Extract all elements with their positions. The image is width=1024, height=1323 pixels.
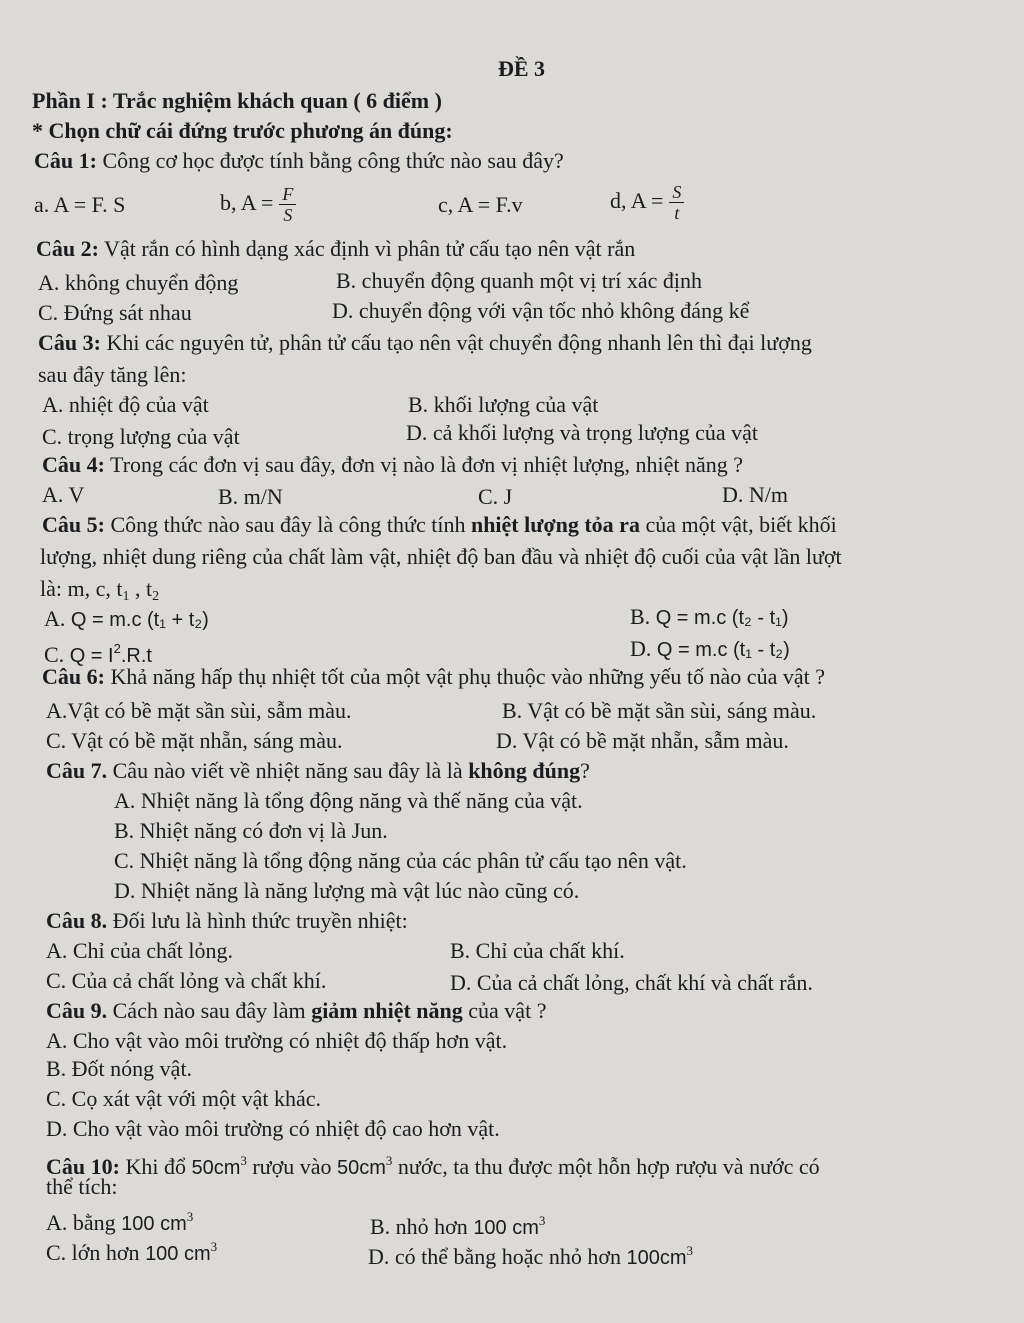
- q3-option-b: B. khối lượng của vật: [408, 392, 599, 417]
- subscript: 2: [152, 589, 160, 604]
- fraction: [279, 184, 296, 225]
- superscript: 3: [385, 1153, 393, 1168]
- question-label: Câu 2:: [36, 236, 99, 261]
- question-label: Câu 1:: [34, 148, 97, 173]
- q5-option-b: [630, 604, 789, 631]
- volume-value: 50cm: [337, 1157, 386, 1179]
- question-2: [36, 236, 635, 262]
- q3-option-c: C. trọng lượng của vật: [42, 424, 240, 449]
- q7-option-a: A. Nhiệt năng là tổng động năng và thế năng của vật.: [114, 788, 583, 813]
- question-text: là: m, c, t: [40, 576, 123, 601]
- exam-header: ĐỀ 3: [498, 56, 546, 81]
- q10-option-c: [46, 1234, 217, 1267]
- option-text: b, A =: [220, 190, 274, 215]
- option-letter: C.: [44, 642, 70, 667]
- question-text: Đối lưu là hình thức truyền nhiệt:: [107, 908, 408, 933]
- option-text: D. có thể bằng hoặc nhỏ hơn: [368, 1244, 627, 1269]
- q3-option-d: D. cả khối lượng và trọng lượng của vật: [406, 420, 758, 445]
- question-text: Cách nào sau đây làm: [107, 998, 312, 1023]
- question-text: Khi đổ: [119, 1154, 192, 1179]
- question-7: [46, 758, 590, 784]
- q7-option-c: C. Nhiệt năng là tổng động năng của các phân tử cấu tạo nên vật.: [114, 848, 687, 873]
- question-10-cont: thể tích:: [46, 1174, 118, 1199]
- q10-option-d: [368, 1238, 693, 1271]
- instruction: * Chọn chữ cái đứng trước phương án đúng:: [32, 118, 453, 143]
- q2-option-b: B. chuyển động quanh một vị trí xác định: [336, 268, 702, 293]
- q1-option-d: [610, 178, 684, 224]
- superscript: 2: [113, 641, 121, 656]
- denominator: S: [283, 205, 293, 226]
- option-text: d, A =: [610, 188, 664, 213]
- q4-option-a: A. V: [42, 482, 85, 507]
- q1-option-a: a. A = F. S: [34, 192, 126, 217]
- q6-option-a: A.Vật có bề mặt sần sùi, sẫm màu.: [46, 698, 352, 723]
- q9-option-c: C. Cọ xát vật với một vật khác.: [46, 1086, 321, 1111]
- option-text: C. lớn hơn: [46, 1240, 146, 1265]
- q2-option-d: D. chuyển động với vận tốc nhỏ không đáng kể: [332, 298, 750, 323]
- q1-option-b: [220, 180, 296, 226]
- formula: Q = m.c (t₁ - t₂): [656, 639, 790, 661]
- option-letter: B.: [630, 604, 656, 629]
- question-label: Câu 10:: [46, 1154, 120, 1179]
- question-9: [46, 998, 546, 1024]
- question-text: của vật ?: [462, 998, 547, 1023]
- question-text: Trong các đơn vị sau đây, đơn vị nào là đơn vị nhiệt lượng, nhiệt năng ?: [104, 452, 744, 477]
- q6-option-d: D. Vật có bề mặt nhẵn, sẫm màu.: [496, 728, 789, 753]
- q6-option-c: C. Vật có bề mặt nhẵn, sáng màu.: [46, 728, 343, 753]
- question-text: Công cơ học được tính bằng công thức nào sau đây?: [96, 148, 564, 173]
- q8-option-a: A. Chỉ của chất lỏng.: [46, 938, 233, 963]
- question-6: [42, 664, 825, 690]
- question-5-cont: lượng, nhiệt dung riêng của chất làm vật, nhiệt độ ban đầu và nhiệt độ cuối của vật lần lượt: [40, 544, 842, 569]
- question-text: Công thức nào sau đây là công thức tính: [104, 512, 471, 537]
- formula-part: .R.t: [120, 645, 152, 667]
- question-8: [46, 908, 408, 934]
- question-label: Câu 7.: [46, 758, 108, 783]
- q4-option-c: C. J: [478, 484, 513, 509]
- question-label: Câu 4:: [42, 452, 105, 477]
- superscript: 3: [186, 1209, 194, 1224]
- q6-option-b: B. Vật có bề mặt sần sùi, sáng màu.: [502, 698, 817, 723]
- question-text: ?: [580, 758, 590, 783]
- q3-option-a: A. nhiệt độ của vật: [42, 392, 209, 417]
- volume-value: 50cm: [191, 1157, 241, 1179]
- question-text: Vật rắn có hình dạng xác định vì phân tử cấu tạo nên vật rắn: [98, 236, 636, 261]
- q10-option-a: [46, 1204, 193, 1237]
- option-text: B. nhỏ hơn: [370, 1214, 474, 1239]
- question-text: , t: [129, 576, 153, 601]
- numerator: S: [669, 182, 684, 203]
- q2-option-a: A. không chuyển động: [38, 270, 239, 295]
- q8-option-b: B. Chỉ của chất khí.: [450, 938, 625, 963]
- question-3-cont: sau đây tăng lên:: [38, 362, 187, 387]
- question-text: Khả năng hấp thụ nhiệt tốt của một vật phụ thuộc vào những yếu tố nào của vật ?: [104, 664, 825, 689]
- question-5-cont-2: [40, 576, 159, 610]
- q4-option-b: B. m/N: [218, 484, 283, 509]
- option-text: A. bằng: [46, 1210, 122, 1235]
- q4-option-d: D. N/m: [722, 482, 788, 507]
- q5-option-d: [630, 636, 790, 663]
- question-text: Câu nào viết về nhiệt năng sau đây là là: [107, 758, 469, 783]
- part-title: Phần I : Trắc nghiệm khách quan ( 6 điểm ): [32, 88, 442, 113]
- question-3: [38, 330, 812, 356]
- volume-value: 100cm: [626, 1247, 687, 1269]
- question-text: Khi các nguyên tử, phân tử cấu tạo nên vật chuyển động nhanh lên thì đại lượng: [100, 330, 812, 355]
- question-text-bold: giảm nhiệt năng: [311, 998, 463, 1023]
- q1-option-c: c, A = F.v: [438, 192, 523, 217]
- volume-value: 100 cm: [473, 1217, 539, 1239]
- question-text-bold: không đúng: [468, 758, 581, 783]
- formula: Q = m.c (t₂ - t₁): [655, 607, 789, 629]
- question-label: Câu 3:: [38, 330, 101, 355]
- question-5: [42, 512, 837, 538]
- volume-value: 100 cm: [121, 1213, 187, 1235]
- q9-option-d: D. Cho vật vào môi trường có nhiệt độ cao hơn vật.: [46, 1116, 500, 1141]
- question-1: [34, 148, 564, 174]
- fraction: [669, 182, 684, 223]
- superscript: 3: [210, 1239, 218, 1254]
- numerator: F: [279, 184, 296, 205]
- question-text: của một vật, biết khối: [639, 512, 837, 537]
- q9-option-b: B. Đốt nóng vật.: [46, 1056, 193, 1081]
- option-letter: A.: [44, 606, 71, 631]
- question-label: Câu 9.: [46, 998, 108, 1023]
- q5-option-a: [44, 606, 209, 633]
- question-text-bold: nhiệt lượng tỏa ra: [470, 512, 640, 537]
- q2-option-c: C. Đứng sát nhau: [38, 300, 192, 325]
- question-4: [42, 452, 743, 478]
- question-label: Câu 8.: [46, 908, 108, 933]
- superscript: 3: [538, 1213, 546, 1228]
- q7-option-d: D. Nhiệt năng là năng lượng mà vật lúc nào cũng có.: [114, 878, 580, 903]
- q8-option-c: C. Của cả chất lỏng và chất khí.: [46, 968, 327, 993]
- question-label: Câu 6:: [42, 664, 105, 689]
- formula: Q = m.c (t₁ + t₂): [70, 609, 209, 631]
- q10-option-b: [370, 1208, 545, 1241]
- q9-option-a: A. Cho vật vào môi trường có nhiệt độ thấp hơn vật.: [46, 1028, 508, 1053]
- superscript: 3: [240, 1153, 247, 1168]
- option-letter: D.: [630, 636, 657, 661]
- superscript: 3: [686, 1243, 693, 1258]
- q8-option-d: D. Của cả chất lỏng, chất khí và chất rắn.: [450, 970, 813, 995]
- volume-value: 100 cm: [145, 1243, 211, 1265]
- question-10: [46, 1148, 820, 1181]
- q7-option-b: B. Nhiệt năng có đơn vị là Jun.: [114, 818, 388, 843]
- formula-part: Q = I: [69, 645, 114, 667]
- question-text: nước, ta thu được một hỗn hợp rượu và nước có: [392, 1154, 820, 1179]
- question-text: rượu vào: [246, 1154, 338, 1179]
- subscript: 1: [122, 589, 130, 604]
- question-label: Câu 5:: [42, 512, 105, 537]
- denominator: t: [674, 203, 680, 224]
